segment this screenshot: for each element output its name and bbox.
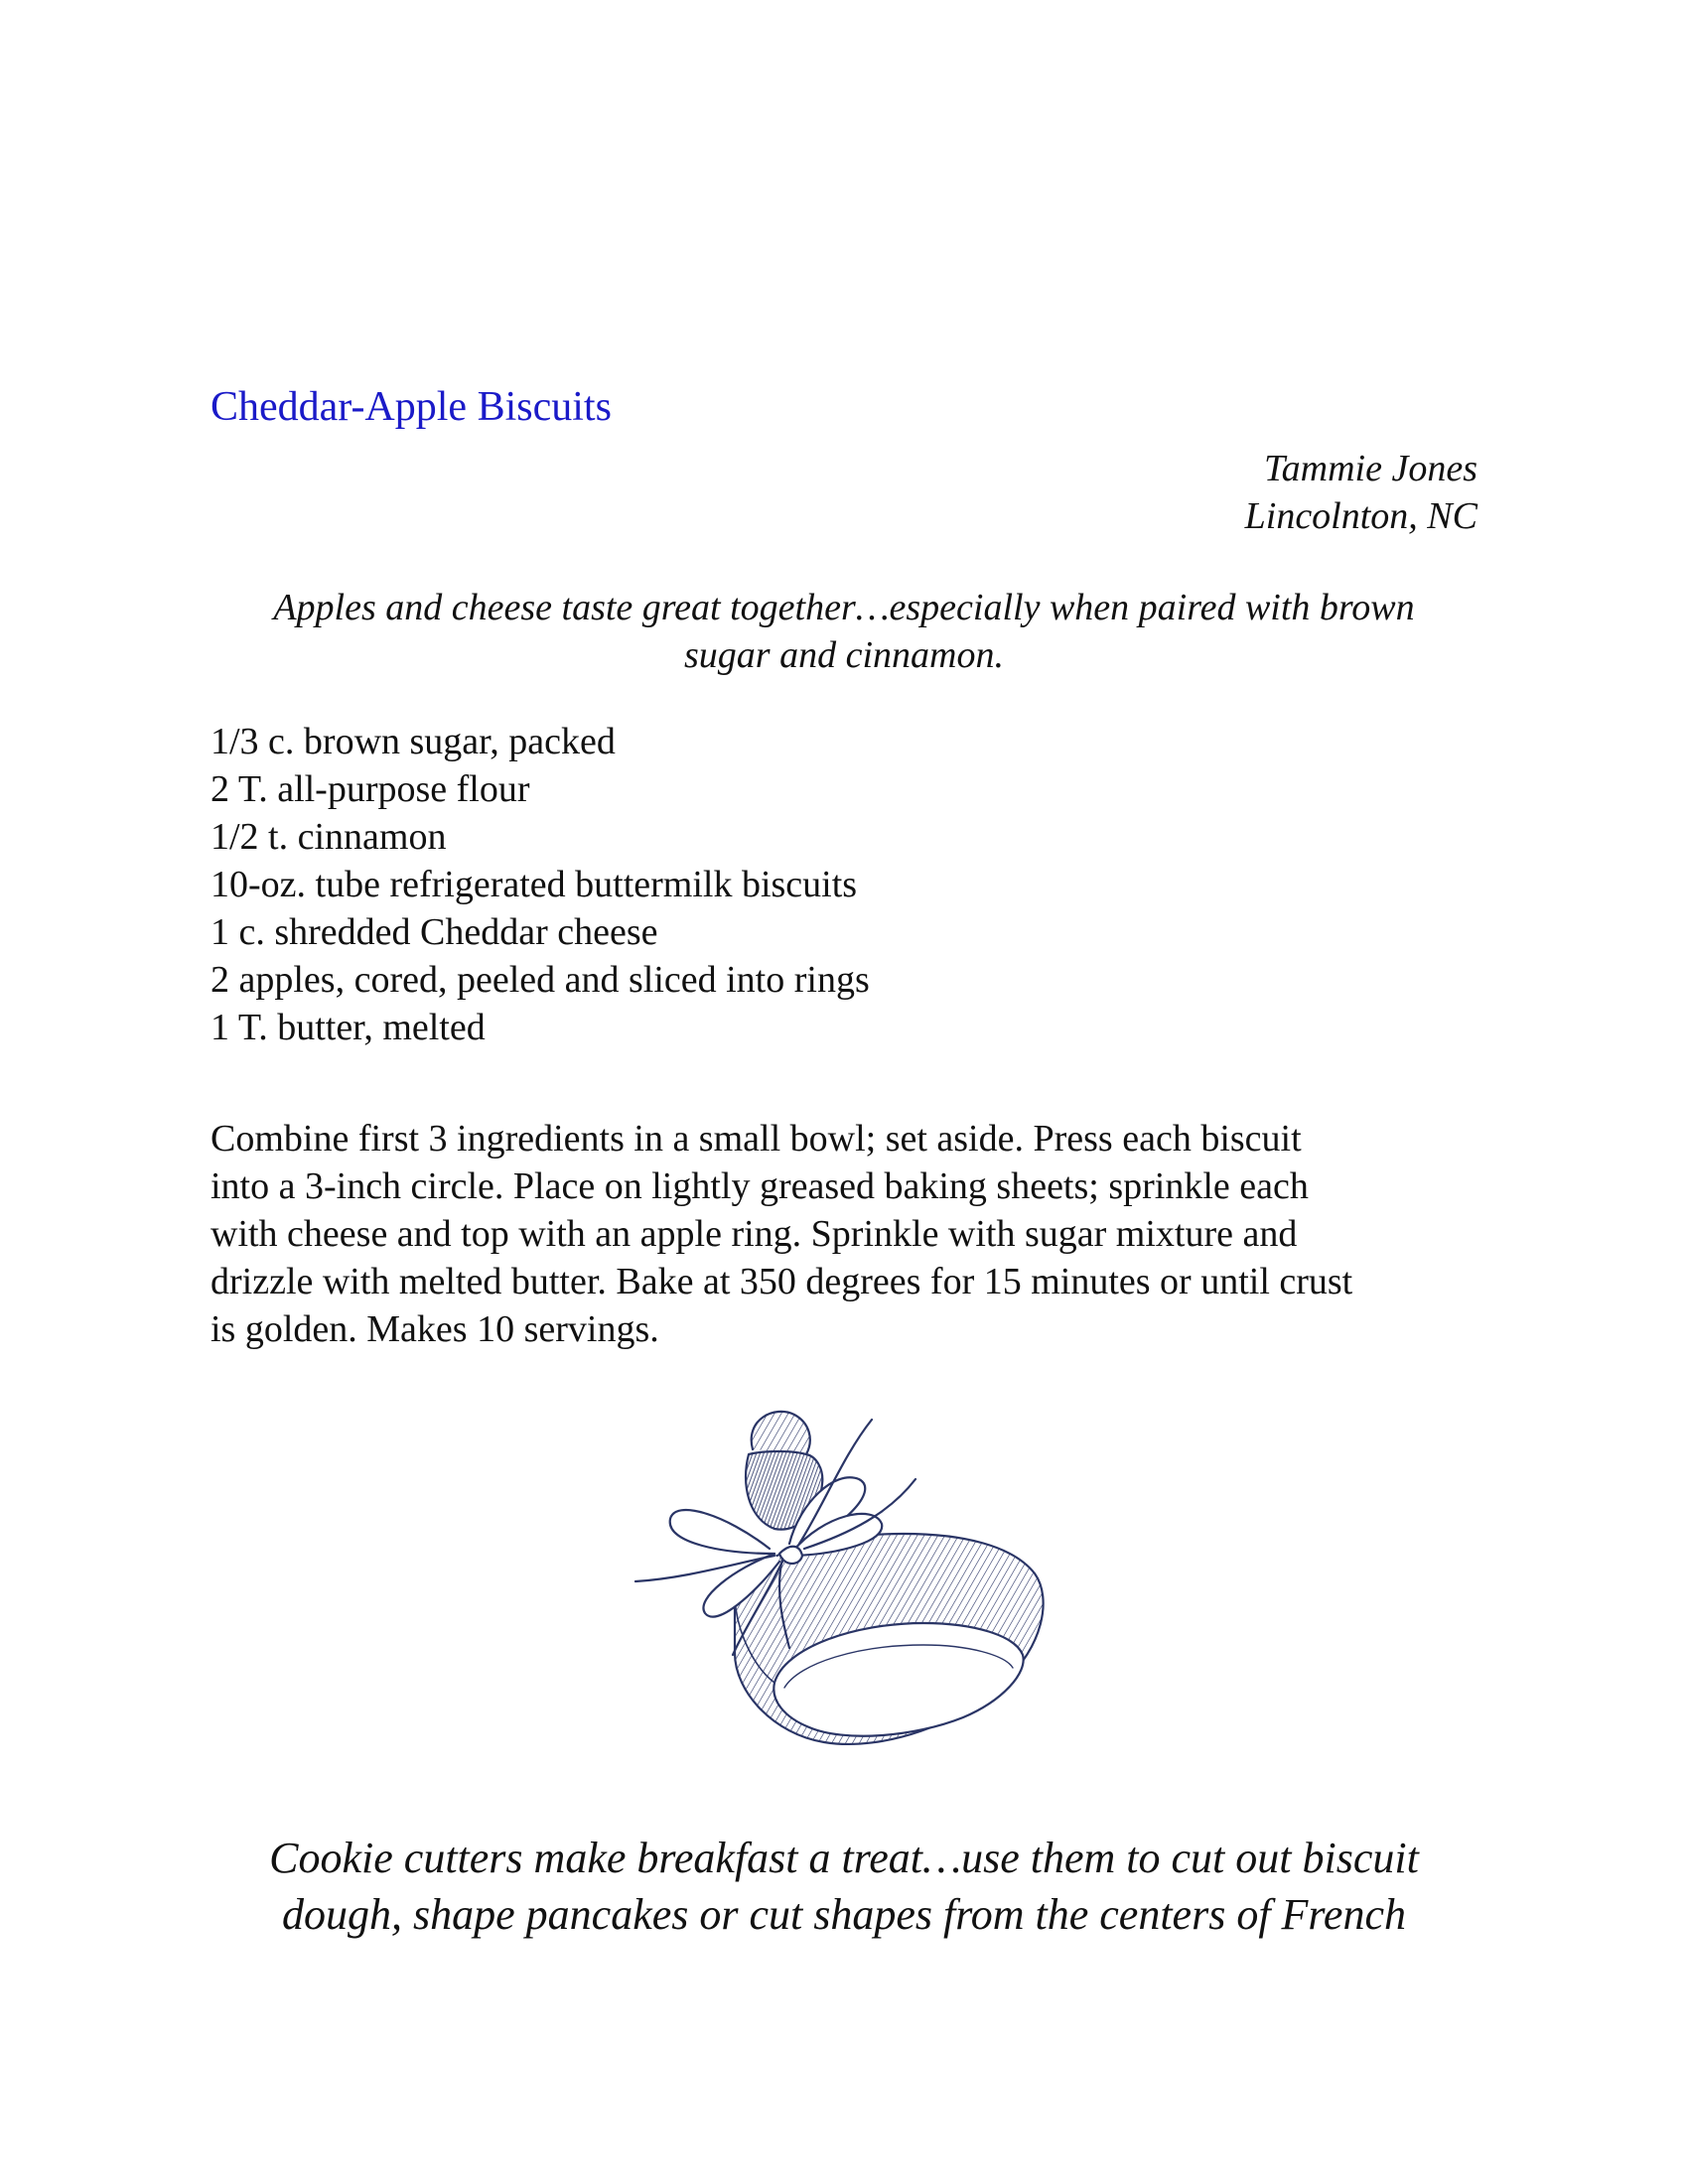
author-name: Tammie Jones	[1264, 448, 1477, 489]
ingredient-item: 2 T. all-purpose flour	[211, 768, 530, 810]
ingredient-item: 2 apples, cored, peeled and sliced into rings	[211, 959, 870, 1001]
ingredient-item: 10-oz. tube refrigerated buttermilk biscuits	[211, 864, 858, 905]
recipe-attribution	[1245, 445, 1477, 540]
tip-line: Cookie cutters make breakfast a treat…use them to cut out biscuit	[269, 1834, 1419, 1882]
ingredient-item: 1/3 c. brown sugar, packed	[211, 721, 616, 762]
ingredient-item: 1 T. butter, melted	[211, 1007, 486, 1048]
tip-text	[211, 1830, 1477, 1943]
ingredient-item: 1 c. shredded Cheddar cheese	[211, 911, 658, 953]
recipe-title: Cheddar-Apple Biscuits	[211, 384, 612, 430]
directions-line: with cheese and top with an apple ring. Sprinkle with sugar mixture and	[211, 1213, 1298, 1255]
recipe-directions	[211, 1115, 1491, 1353]
directions-line: into a 3-inch circle. Place on lightly greased baking sheets; sprinkle each	[211, 1165, 1309, 1207]
author-location: Lincolnton, NC	[1244, 495, 1477, 537]
intro-line: Apples and cheese taste great together…especially when paired with brown	[273, 587, 1415, 628]
directions-line: Combine first 3 ingredients in a small bowl; set aside. Press each biscuit	[211, 1118, 1302, 1160]
directions-line: drizzle with melted butter. Bake at 350 degrees for 15 minutes or until crust	[211, 1261, 1353, 1302]
recipe-intro	[211, 584, 1477, 679]
ingredient-list	[211, 718, 870, 1051]
directions-line: is golden. Makes 10 servings.	[211, 1308, 659, 1350]
tip-line: dough, shape pancakes or cut shapes from the centers of French	[282, 1890, 1406, 1939]
cookie-cutter-illustration	[626, 1385, 1082, 1782]
ingredient-item: 1/2 t. cinnamon	[211, 816, 447, 858]
intro-line: sugar and cinnamon.	[684, 634, 1004, 676]
